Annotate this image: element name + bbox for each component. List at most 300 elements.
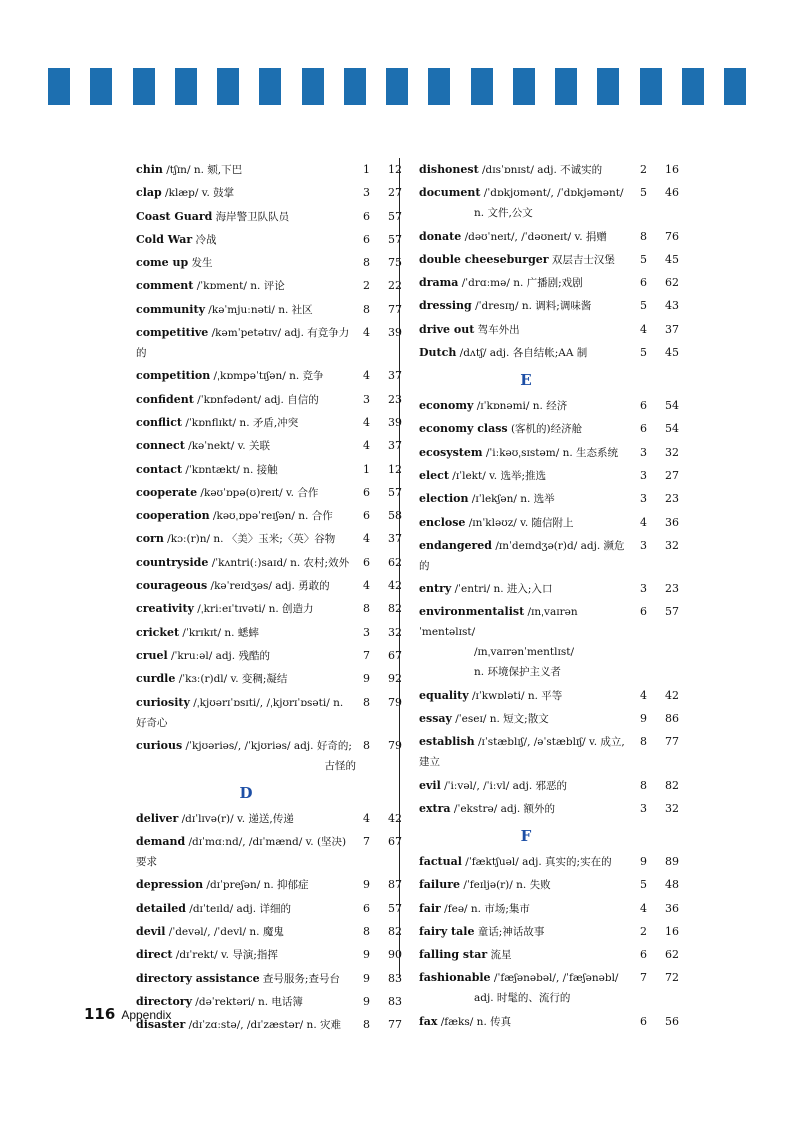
unit-number: 6: [640, 422, 647, 436]
definition: /dɪˈlɪvə(r)/ v. 递送,传递: [178, 812, 294, 825]
unit-number: 8: [640, 229, 647, 243]
column-divider: [399, 158, 400, 978]
definition: /ˈekstrə/ adj. 额外的: [450, 802, 556, 815]
headword: fashionable: [419, 971, 491, 985]
page-reference: 42: [388, 579, 402, 593]
unit-number: 9: [363, 971, 370, 985]
unit-number: 4: [363, 415, 370, 429]
glossary-entry: [419, 419, 679, 439]
page-reference: 42: [665, 688, 679, 702]
glossary-entry: [419, 686, 679, 706]
headword: failure: [419, 878, 461, 892]
unit-number: 4: [640, 688, 647, 702]
page-reference: 92: [388, 672, 402, 686]
definition: /dʌtʃ/ adj. 各自结帐;AA 制: [456, 347, 588, 360]
page-reference: 37: [388, 532, 402, 546]
glossary-entry: [136, 390, 402, 410]
unit-number: 8: [363, 1018, 370, 1032]
page-reference: 75: [388, 256, 402, 270]
definition: /klæp/ v. 鼓掌: [161, 187, 235, 200]
glossary-entry: [419, 922, 679, 942]
headword: endangered: [419, 538, 492, 552]
definition: 发生: [188, 257, 213, 270]
definition: 海岸警卫队队员: [212, 210, 290, 223]
headword: Coast Guard: [136, 209, 213, 223]
unit-number: 9: [363, 994, 370, 1008]
headword: cruel: [136, 648, 168, 662]
unit-number: 8: [363, 602, 370, 616]
header-block: [428, 68, 450, 105]
definition: /ˈeseɪ/ n. 短文;散文: [451, 713, 549, 726]
glossary-entry: [419, 183, 679, 223]
definition: 查号服务;查号台: [259, 972, 340, 985]
headword: depression: [136, 878, 204, 892]
definition: /ɪnˈkləʊz/ v. 随信附上: [465, 516, 574, 529]
headword: Dutch: [419, 346, 457, 360]
page-reference: 54: [665, 399, 679, 413]
unit-number: 3: [640, 582, 647, 596]
definition: 流星: [487, 949, 512, 962]
definition: /ˈkɒnfədənt/ adj. 自信的: [193, 393, 319, 406]
headword: conflict: [136, 415, 182, 429]
definition: /kəˈnekt/ v. 关联: [184, 440, 270, 453]
definition: /ˈkjʊəriəs/, /ˈkjʊriəs/ adj. 好奇的;: [182, 739, 352, 752]
glossary-entry: [419, 443, 679, 463]
headword: elect: [419, 468, 449, 482]
page-reference: 27: [388, 186, 402, 200]
definition-continued: 古怪的: [324, 759, 356, 772]
section-label: Appendix: [121, 1008, 172, 1022]
headword: evil: [419, 778, 441, 792]
glossary-column-right: [419, 160, 679, 1035]
glossary-entry: [419, 466, 679, 486]
headword: drive out: [419, 322, 475, 336]
headword: equality: [419, 688, 469, 702]
glossary-entry: [136, 323, 402, 363]
definition: /ˈkɒment/ n. 评论: [193, 280, 285, 293]
headword: competition: [136, 369, 211, 383]
definition: /dɪˈmɑːnd/, /dɪˈmænd/ v. (坚决)要求: [136, 836, 347, 869]
page-reference: 89: [665, 854, 679, 868]
unit-number: 5: [640, 346, 647, 360]
unit-number: 4: [363, 369, 370, 383]
page-reference: 42: [388, 811, 402, 825]
headword: falling star: [419, 948, 488, 962]
unit-number: 1: [363, 462, 370, 476]
page-reference: 67: [388, 835, 402, 849]
definition: /kəˈreɪdʒəs/ adj. 勇敢的: [207, 580, 330, 593]
headword: dressing: [419, 299, 472, 313]
header-block: [259, 68, 281, 105]
page-reference: 22: [388, 279, 402, 293]
headword: comment: [136, 279, 194, 293]
glossary-entry: [136, 207, 402, 227]
unit-number: 4: [363, 439, 370, 453]
headword: devil: [136, 925, 166, 939]
headword: ecosystem: [419, 445, 483, 459]
page-reference: 54: [665, 422, 679, 436]
unit-number: 9: [363, 672, 370, 686]
page-reference: 36: [665, 901, 679, 915]
headword: factual: [419, 854, 462, 868]
header-block: [90, 68, 112, 105]
page-reference: 37: [388, 369, 402, 383]
page-reference: 57: [665, 605, 679, 619]
glossary-entry: [136, 576, 402, 596]
headword: double cheeseburger: [419, 252, 549, 266]
glossary-entry: [419, 968, 679, 1008]
glossary-entry: [136, 253, 402, 273]
headword: election: [419, 492, 469, 506]
headword: economy class: [419, 422, 508, 436]
page-reference: 39: [388, 326, 402, 340]
page-reference: 27: [665, 468, 679, 482]
glossary-entry: [136, 922, 402, 942]
headword: drama: [419, 276, 459, 290]
glossary-entry: [136, 969, 402, 989]
definition: /kəmˈpetətɪv/ adj. 有竞争力的: [136, 327, 350, 360]
page-reference: 83: [388, 994, 402, 1008]
glossary-entry: [136, 623, 402, 643]
page-reference: 46: [665, 186, 679, 200]
page-reference: 37: [665, 322, 679, 336]
glossary-entry: [136, 483, 402, 503]
definition: /ɪˈstæblɪʃ/, /əˈstæblɪʃ/ v. 成立,建立: [419, 736, 625, 769]
page-reference: 32: [665, 445, 679, 459]
headword: detailed: [136, 901, 186, 915]
headword: contact: [136, 462, 183, 476]
headword: fairy tale: [419, 924, 475, 938]
page-reference: 56: [665, 1014, 679, 1028]
unit-number: 8: [363, 695, 370, 709]
unit-number: 6: [640, 276, 647, 290]
page-reference: 32: [665, 801, 679, 815]
unit-number: 9: [640, 854, 647, 868]
page-reference: 79: [388, 738, 402, 752]
page-reference: 23: [388, 392, 402, 406]
header-block: [513, 68, 535, 105]
page-reference: 67: [388, 648, 402, 662]
glossary-entry: [136, 276, 402, 296]
unit-number: 6: [640, 1014, 647, 1028]
page-reference: 39: [388, 415, 402, 429]
definition: /kɔː(r)n/ n. 〈美〉玉米;〈英〉谷物: [163, 533, 336, 546]
unit-number: 6: [363, 509, 370, 523]
unit-number: 4: [363, 579, 370, 593]
definition: /ˌkɒmpəˈtɪʃən/ n. 竞争: [210, 370, 324, 383]
unit-number: 2: [363, 279, 370, 293]
definition: /ɪnˈdeɪndʒə(r)d/ adj. 濒危的: [419, 539, 625, 572]
page-reference: 57: [388, 485, 402, 499]
unit-number: 8: [363, 256, 370, 270]
glossary-entry: [136, 945, 402, 965]
glossary-entry: [136, 436, 402, 456]
glossary-entry: [419, 579, 679, 599]
glossary-entry: [136, 300, 402, 320]
definition: /ˈdɒkjʊmənt/, /ˈdɒkjəmənt/: [480, 187, 624, 200]
glossary-entry: [136, 832, 402, 872]
glossary-column-left: [136, 160, 402, 1039]
unit-number: 7: [363, 648, 370, 662]
glossary-entry: [136, 160, 402, 180]
headword: competitive: [136, 326, 209, 340]
page-reference: 23: [665, 492, 679, 506]
header-block: [133, 68, 155, 105]
glossary-entry: [419, 227, 679, 247]
headword: curdle: [136, 672, 176, 686]
headword: disaster: [136, 1018, 186, 1032]
glossary-entry: [136, 809, 402, 829]
page-number: 116: [84, 1005, 116, 1023]
definition: /ɪˈkɒnəmi/ n. 经济: [473, 400, 568, 413]
unit-number: 4: [640, 322, 647, 336]
definition: /tʃɪn/ n. 颏,下巴: [162, 164, 243, 176]
headword: fax: [419, 1014, 438, 1028]
unit-number: 9: [640, 712, 647, 726]
unit-number: 6: [363, 209, 370, 223]
headword: deliver: [136, 811, 179, 825]
page-reference: 57: [388, 901, 402, 915]
page-reference: 37: [388, 439, 402, 453]
glossary-entry: [419, 396, 679, 416]
glossary-entry: [419, 852, 679, 872]
glossary-entry: [136, 646, 402, 666]
headword: connect: [136, 439, 185, 453]
page-reference: 16: [665, 163, 679, 176]
glossary-entry: [419, 899, 679, 919]
glossary-entry: [136, 736, 402, 776]
unit-number: 6: [363, 901, 370, 915]
unit-number: 6: [640, 948, 647, 962]
headword: clap: [136, 186, 162, 200]
header-block: [471, 68, 493, 105]
unit-number: 9: [363, 948, 370, 962]
headword: curious: [136, 738, 183, 752]
glossary-entry: [419, 320, 679, 340]
headword: directory assistance: [136, 971, 260, 985]
unit-number: 3: [640, 538, 647, 552]
page-reference: 57: [388, 209, 402, 223]
header-block: [302, 68, 324, 105]
unit-number: 5: [640, 252, 647, 266]
definition: /ˈdresɪŋ/ n. 调料;调味酱: [471, 300, 592, 313]
definition: /ɪˈlekt/ v. 选举;推选: [448, 469, 547, 482]
definition: /ɪˈlekʃən/ n. 选举: [468, 493, 555, 506]
unit-number: 5: [640, 186, 647, 200]
unit-number: 3: [363, 392, 370, 406]
headword: confident: [136, 392, 194, 406]
unit-number: 6: [363, 232, 370, 246]
headword: direct: [136, 948, 173, 962]
section-letter: E: [520, 371, 532, 390]
page-reference: 87: [388, 878, 402, 892]
page-reference: 12: [388, 163, 402, 176]
glossary-entry: [136, 599, 402, 619]
glossary-entry: [136, 693, 402, 733]
definition: /ˈkruːəl/ adj. 残酷的: [167, 649, 270, 662]
definition: /ɪnˌvaɪrənˈmentəlɪst/: [419, 606, 578, 639]
header-block: [386, 68, 408, 105]
definition: /ɪˈkwɒləti/ n. 平等: [468, 689, 563, 702]
glossary-entry: [419, 776, 679, 796]
definition: /fæks/ n. 传真: [437, 1015, 512, 1028]
headword: corn: [136, 532, 164, 546]
header-block: [217, 68, 239, 105]
unit-number: 9: [363, 878, 370, 892]
page-reference: 82: [388, 925, 402, 939]
definition: 驾车外出: [474, 323, 520, 336]
page-reference: 79: [388, 695, 402, 709]
unit-number: 2: [640, 924, 647, 938]
unit-number: 6: [363, 485, 370, 499]
definition: /ˈiːkəʊˌsɪstəm/ n. 生态系统: [482, 446, 619, 459]
unit-number: 4: [363, 326, 370, 340]
glossary-entry: [419, 296, 679, 316]
page-reference: 76: [665, 229, 679, 243]
page-reference: 77: [665, 735, 679, 749]
definition: /ˈdrɑːmə/ n. 广播剧;戏剧: [458, 277, 583, 290]
unit-number: 5: [640, 878, 647, 892]
header-block: [640, 68, 662, 105]
definition: /kəʊˌɒpəˈreɪʃən/ n. 合作: [209, 510, 333, 523]
glossary-entry: [136, 366, 402, 386]
page-reference: 82: [665, 778, 679, 792]
glossary-entry: [136, 553, 402, 573]
page-reference: 62: [388, 555, 402, 569]
definition: /ˈfeɪljə(r)/ n. 失败: [460, 879, 551, 892]
glossary-entry: [136, 413, 402, 433]
glossary-entry: [419, 513, 679, 533]
glossary-entry: [419, 602, 679, 682]
definition: /ˈkɒntækt/ n. 接触: [182, 463, 278, 476]
unit-number: 7: [640, 971, 647, 985]
page-reference: 36: [665, 515, 679, 529]
definition-continued: adj. 时髦的、流行的: [474, 992, 571, 1005]
headword: countryside: [136, 555, 209, 569]
page-footer: [84, 1005, 171, 1023]
page-reference: 23: [665, 582, 679, 596]
glossary-entry: [419, 250, 679, 270]
unit-number: 8: [363, 302, 370, 316]
glossary-entry: [136, 529, 402, 549]
headword: curiosity: [136, 695, 190, 709]
header-block: [48, 68, 70, 105]
page-reference: 58: [388, 509, 402, 523]
definition: /kəˈmjuːnəti/ n. 社区: [204, 303, 313, 316]
page-reference: 32: [388, 625, 402, 639]
header-block: [555, 68, 577, 105]
headword: entry: [419, 582, 452, 596]
definition: /ˌkjʊərɪˈɒsɪti/, /ˌkjʊrɪˈɒsəti/ n. 好奇心: [136, 696, 344, 729]
unit-number: 8: [640, 735, 647, 749]
header-block: [344, 68, 366, 105]
definition: 童话;神话故事: [474, 925, 545, 938]
headword: cooperate: [136, 485, 198, 499]
definition: /dəˈrektəri/ n. 电话簿: [191, 995, 303, 1008]
unit-number: 6: [640, 399, 647, 413]
unit-number: 2: [640, 163, 647, 176]
unit-number: 3: [640, 445, 647, 459]
header-decoration-bar: [48, 68, 746, 105]
definition: /ˈiːvəl/, /ˈiːvl/ adj. 邪恶的: [440, 779, 568, 792]
unit-number: 3: [363, 625, 370, 639]
header-block: [682, 68, 704, 105]
headword: cooperation: [136, 509, 210, 523]
glossary-entry: [136, 992, 402, 1012]
header-block: [724, 68, 746, 105]
glossary-entry: [419, 343, 679, 363]
headword: courageous: [136, 579, 208, 593]
definition-continued: n. 文件,公文: [474, 207, 533, 220]
page-reference: 83: [388, 971, 402, 985]
headword: extra: [419, 801, 451, 815]
page-reference: 77: [388, 302, 402, 316]
headword: enclose: [419, 515, 466, 529]
glossary-entry: [419, 709, 679, 729]
headword: demand: [136, 835, 186, 849]
headword: dishonest: [419, 163, 479, 176]
unit-number: 3: [640, 492, 647, 506]
headword: economy: [419, 399, 474, 413]
definition: /ˈdevəl/, /ˈdevl/ n. 魔鬼: [165, 926, 284, 939]
definition: /kəʊˈɒpə(ʊ)reɪt/ v. 合作: [197, 486, 319, 499]
glossary-entry: [136, 899, 402, 919]
unit-number: 4: [363, 532, 370, 546]
unit-number: 8: [363, 925, 370, 939]
headword: chin: [136, 163, 163, 176]
page-reference: 16: [665, 924, 679, 938]
definition: /ˈfæktʃuəl/ adj. 真实的;实在的: [461, 855, 612, 868]
page-reference: 32: [665, 538, 679, 552]
definition: /ˈkɒnflɪkt/ n. 矛盾,冲突: [182, 416, 299, 429]
headword: community: [136, 302, 205, 316]
unit-number: 8: [640, 778, 647, 792]
headword: essay: [419, 712, 452, 726]
unit-number: 3: [640, 801, 647, 815]
page-reference: 62: [665, 948, 679, 962]
glossary-entry: [419, 536, 679, 576]
definition-continued: /ɪnˌvaɪrənˈmentlɪst/: [474, 646, 574, 659]
page-reference: 82: [388, 602, 402, 616]
definition-continued: n. 环境保护主义者: [474, 666, 561, 679]
definition: /dɪˈzɑːstə/, /dɪˈzæstər/ n. 灾难: [185, 1019, 341, 1032]
definition: /dəʊˈneɪt/, /ˈdəʊneɪt/ v. 捐赠: [461, 230, 607, 243]
definition: /feə/ n. 市场;集市: [440, 902, 530, 915]
page-reference: 72: [665, 971, 679, 985]
unit-number: 6: [640, 605, 647, 619]
glossary-entry: [136, 875, 402, 895]
glossary-entry: [419, 875, 679, 895]
page-reference: 62: [665, 276, 679, 290]
headword: directory: [136, 994, 192, 1008]
page-reference: 86: [665, 712, 679, 726]
glossary-entry: [419, 945, 679, 965]
definition: (客机的)经济舱: [507, 423, 583, 436]
headword: come up: [136, 256, 189, 270]
glossary-entry: [136, 1015, 402, 1035]
definition: /dɪˈpreʃən/ n. 抑郁症: [203, 879, 309, 892]
glossary-entry: [136, 460, 402, 480]
glossary-entry: [136, 230, 402, 250]
page-reference: 48: [665, 878, 679, 892]
unit-number: 4: [363, 811, 370, 825]
section-letter: F: [520, 826, 532, 845]
unit-number: 4: [640, 515, 647, 529]
glossary-entry: [419, 273, 679, 293]
glossary-entry: [419, 1012, 679, 1032]
glossary-entry: [136, 506, 402, 526]
glossary-entry: [419, 489, 679, 509]
